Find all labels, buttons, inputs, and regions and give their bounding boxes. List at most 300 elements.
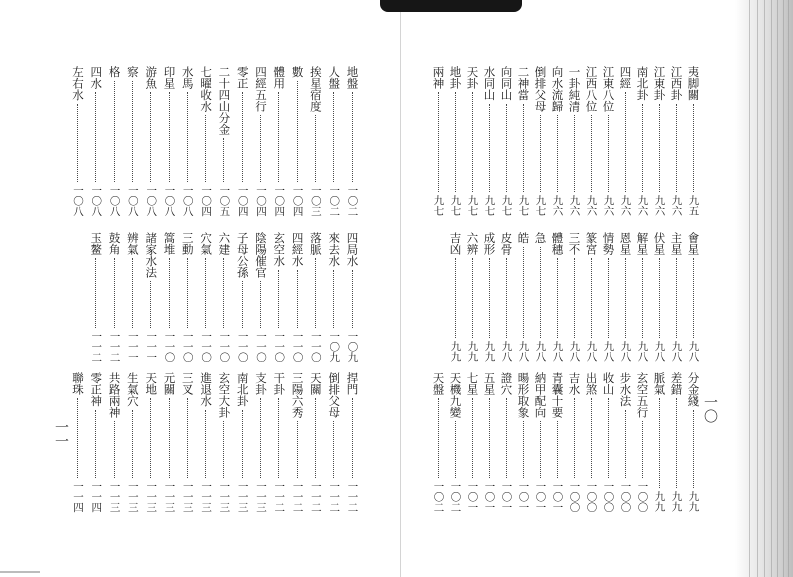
toc-entry-page: 九七 <box>466 195 479 216</box>
toc-entry-page: 一〇四 <box>236 184 249 216</box>
toc-entry <box>89 372 104 512</box>
toc-dot-leader <box>333 421 335 478</box>
toc-entry-page: 九八 <box>534 341 547 362</box>
toc-dot-leader <box>591 398 593 478</box>
toc-entry <box>584 372 599 512</box>
toc-entry <box>308 232 323 362</box>
toc-entry-page: 九六 <box>619 195 632 216</box>
toc-entry <box>162 372 177 512</box>
toc-entry-title: 穴氣 <box>199 232 214 255</box>
toc-entry-page: 一一三 <box>218 480 231 512</box>
toc-entry-page: 九八 <box>653 341 666 362</box>
toc-entry <box>89 66 104 216</box>
toc-entry-title: 察 <box>125 66 140 78</box>
toc-entry-title: 皮骨 <box>499 232 514 255</box>
toc-entry-page: 九七 <box>449 195 462 216</box>
toc-entry-page: 九八 <box>602 341 615 362</box>
toc-entry-title: 證穴 <box>499 372 514 395</box>
toc-entry-title: 二十四山分金 <box>217 66 232 135</box>
toc-entry-page: 一一三 <box>181 480 194 512</box>
toc-entry-title: 天關 <box>308 372 323 395</box>
toc-dot-leader <box>132 81 134 182</box>
toc-entry <box>635 66 650 216</box>
toc-dot-leader <box>659 398 661 488</box>
book-page-edge <box>735 0 793 577</box>
toc-dot-leader <box>455 421 457 478</box>
toc-entry-title: 三叉 <box>180 372 195 395</box>
toc-entry-title: 支卦 <box>254 372 268 395</box>
contents-tier <box>48 66 361 216</box>
toc-entry-page: 九八 <box>517 341 530 362</box>
toc-entry <box>199 66 214 216</box>
toc-dot-leader <box>114 81 116 182</box>
toc-entry-page: 一〇三 <box>309 184 322 216</box>
toc-entry-page: 一〇八 <box>72 184 84 216</box>
toc-dot-leader <box>114 258 116 328</box>
toc-entry-title: 四局水 <box>345 232 360 267</box>
toc-entry-page: 一〇八 <box>181 184 194 216</box>
toc-entry-title: 主星 <box>669 232 684 255</box>
toc-entry-page: 一〇四 <box>291 184 304 216</box>
toc-dot-leader <box>540 247 542 339</box>
toc-entry <box>254 372 269 512</box>
toc-entry <box>308 66 323 216</box>
toc-entry-title: 捍門 <box>345 372 360 395</box>
toc-dot-leader <box>676 258 678 338</box>
toc-dot-leader <box>472 258 474 338</box>
contents-tier <box>66 232 361 362</box>
toc-entry-title: 急 <box>533 232 548 244</box>
toc-entry-page: 九八 <box>585 341 598 362</box>
toc-entry <box>516 232 531 362</box>
toc-dot-leader <box>438 398 440 478</box>
toc-dot-leader <box>591 258 593 338</box>
toc-entry <box>107 66 122 216</box>
toc-entry-title: 人盤 <box>327 66 342 89</box>
toc-entry <box>618 232 633 362</box>
toc-dot-leader <box>352 92 354 182</box>
toc-dot-leader <box>77 398 79 478</box>
toc-entry-title: 成形 <box>482 232 497 255</box>
toc-entry-title: 數 <box>290 66 305 78</box>
toc-entry <box>107 372 122 512</box>
contents-tier <box>410 66 702 216</box>
toc-entry-page: 九六 <box>653 195 666 216</box>
contents-tier <box>410 372 702 512</box>
toc-entry <box>482 232 497 362</box>
toc-dot-leader <box>352 398 354 478</box>
toc-entry-page: 一一三 <box>163 480 176 512</box>
toc-entry-title: 江西卦 <box>669 66 684 101</box>
toc-entry-title: 倒排父母 <box>327 372 342 418</box>
toc-entry <box>635 372 650 512</box>
toc-dot-leader <box>315 115 317 182</box>
toc-dot-leader <box>297 81 299 182</box>
toc-entry <box>199 372 214 512</box>
toc-entry-title: 進退水 <box>199 372 214 407</box>
toc-entry-title: 三動 <box>180 232 195 255</box>
toc-entry <box>533 66 548 216</box>
toc-dot-leader <box>169 258 171 328</box>
toc-entry <box>482 372 497 512</box>
toc-dot-leader <box>333 92 335 182</box>
toc-entry-title: 二神當 <box>516 66 531 101</box>
toc-entry-page: 一一〇 <box>200 330 213 362</box>
toc-entry-title: 倒排父母 <box>533 66 548 112</box>
toc-dot-leader <box>489 104 491 193</box>
toc-entry-page: 一〇八 <box>145 184 158 216</box>
toc-entry <box>550 66 565 216</box>
toc-entry <box>584 232 599 362</box>
toc-entry-page: 九六 <box>670 195 683 216</box>
toc-entry-title: 水馬 <box>180 66 195 89</box>
toc-entry-title: 脈氣 <box>652 372 667 395</box>
toc-entry <box>533 232 548 362</box>
toc-entry <box>125 372 140 512</box>
toc-entry <box>465 372 480 512</box>
toc-dot-leader <box>95 92 97 182</box>
toc-entry <box>669 66 684 216</box>
toc-dot-leader <box>540 421 542 478</box>
toc-entry-page: 九九 <box>483 341 496 362</box>
toc-entry-page: 一〇八 <box>163 184 176 216</box>
toc-entry <box>601 232 616 362</box>
toc-dot-leader <box>187 92 189 182</box>
toc-entry <box>601 372 616 512</box>
toc-entry-page: 一一〇 <box>255 330 267 362</box>
toc-entry-page: 一一〇 <box>273 330 286 362</box>
toc-entry-title: 六建 <box>217 232 232 255</box>
toc-entry-page: 九六 <box>551 195 564 216</box>
toc-entry-title: 七星 <box>465 372 480 395</box>
toc-entry-title: 恩星 <box>618 232 633 255</box>
toc-entry-title: 篆宮 <box>584 232 599 255</box>
toc-entry <box>567 66 582 216</box>
toc-dot-leader <box>557 115 559 192</box>
toc-entry <box>618 372 633 512</box>
toc-dot-leader <box>150 281 152 328</box>
toc-dot-leader <box>642 421 644 478</box>
toc-entry <box>272 232 287 362</box>
toc-dot-leader <box>242 92 244 182</box>
toc-dot-leader <box>574 258 576 338</box>
toc-entry-title: 四經水 <box>290 232 305 267</box>
toc-entry <box>254 232 269 362</box>
toc-dot-leader <box>223 421 225 478</box>
toc-dot-leader <box>574 115 576 192</box>
toc-dot-leader <box>205 115 207 182</box>
toc-entry-title: 玉鳌 <box>89 232 104 255</box>
toc-dot-leader <box>591 115 593 192</box>
toc-dot-leader <box>506 258 508 338</box>
toc-dot-leader <box>95 258 97 328</box>
toc-entry-page: 一一二 <box>90 330 103 362</box>
toc-entry-title: 六辨 <box>465 232 480 255</box>
toc-entry-title: 七曜收水 <box>199 66 214 112</box>
toc-entry-page: 九六 <box>636 195 649 216</box>
toc-dot-leader <box>557 258 559 338</box>
toc-entry-page: 九七 <box>432 195 445 216</box>
toc-dot-leader <box>455 258 457 338</box>
toc-entry <box>217 66 232 216</box>
toc-entry-page: 一〇二 <box>328 184 341 216</box>
toc-entry <box>180 66 195 216</box>
toc-entry <box>465 232 480 362</box>
toc-dot-leader <box>132 258 134 328</box>
toc-entry <box>499 372 514 512</box>
toc-entry <box>652 232 667 362</box>
toc-dot-leader <box>642 258 644 338</box>
toc-entry-title: 天盤 <box>431 372 446 395</box>
toc-entry-title: 陰陽催官 <box>254 232 268 278</box>
toc-entry <box>345 66 360 216</box>
toc-dot-leader <box>693 104 695 193</box>
toc-entry <box>652 372 667 512</box>
toc-dot-leader <box>223 258 225 328</box>
toc-dot-leader <box>187 258 189 328</box>
toc-entry-page: 九八 <box>619 341 632 362</box>
toc-entry-page: 一〇〇 <box>602 480 615 512</box>
toc-entry <box>327 372 342 512</box>
toc-dot-leader <box>132 410 134 478</box>
toc-entry-page: 一一三 <box>145 480 158 512</box>
toc-entry-page: 一〇〇 <box>585 480 598 512</box>
toc-dot-leader <box>489 258 491 338</box>
toc-dot-leader <box>352 270 354 328</box>
toc-entry-title: 生氣穴 <box>125 372 140 407</box>
toc-entry-title: 三陽六秀 <box>290 372 305 418</box>
toc-entry <box>235 232 250 362</box>
toc-dot-leader <box>260 281 262 328</box>
toc-entry-title: 吉凶 <box>448 232 463 255</box>
toc-entry <box>652 66 667 216</box>
toc-entry-page: 一〇一 <box>534 480 547 512</box>
toc-entry-page: 九八 <box>687 341 700 362</box>
toc-entry-page: 一一〇 <box>181 330 194 362</box>
toc-entry-page: 一一〇 <box>291 330 304 362</box>
toc-entry-page: 一一〇 <box>218 330 231 362</box>
toc-entry <box>448 372 463 512</box>
toc-entry-page: 一〇二 <box>432 480 445 512</box>
toc-entry-title: 干卦 <box>272 372 287 395</box>
toc-entry-page: 一〇二 <box>346 184 359 216</box>
toc-dot-leader <box>223 138 225 182</box>
toc-entry-page: 一一二 <box>309 480 322 512</box>
toc-entry <box>516 66 531 216</box>
toc-dot-leader <box>523 247 525 339</box>
toc-dot-leader <box>297 421 299 478</box>
toc-entry-page: 九八 <box>670 341 683 362</box>
toc-entry <box>686 372 701 512</box>
page-number-left: 一一 <box>53 420 69 448</box>
toc-entry-page: 九五 <box>687 195 700 216</box>
toc-entry-title: 差錯 <box>669 372 684 395</box>
toc-entry-page: 一〇一 <box>517 480 530 512</box>
toc-entry-title: 一卦純清 <box>567 66 582 112</box>
toc-entry-title: 夷脚關 <box>686 66 701 101</box>
toc-entry-page: 一〇四 <box>200 184 213 216</box>
contents-tier <box>427 232 702 362</box>
toc-entry <box>635 232 650 362</box>
toc-entry-title: 共路兩神 <box>107 372 122 418</box>
toc-entry-title: 五星 <box>482 372 497 395</box>
toc-dot-leader <box>114 421 116 478</box>
toc-entry-page: 一〇一 <box>483 480 496 512</box>
toc-dot-leader <box>642 104 644 193</box>
toc-dot-leader <box>676 104 678 193</box>
toc-entry-title: 會星 <box>686 232 701 255</box>
toc-entry <box>162 232 177 362</box>
toc-entry-page: 九八 <box>551 341 564 362</box>
toc-dot-leader <box>455 92 457 192</box>
toc-entry-page: 一一二 <box>291 480 304 512</box>
page-number-right: 一〇 <box>702 395 718 423</box>
toc-dot-leader <box>540 115 542 192</box>
toc-entry <box>125 66 140 216</box>
toc-entry <box>431 372 446 512</box>
toc-entry-title: 諸家水法 <box>144 232 159 278</box>
toc-dot-leader <box>574 398 576 478</box>
toc-entry <box>533 372 548 512</box>
toc-entry-title: 四經 <box>618 66 633 89</box>
toc-entry-page: 九七 <box>500 195 513 216</box>
page-gutter <box>400 0 401 577</box>
toc-dot-leader <box>260 398 262 478</box>
toc-entry <box>499 66 514 216</box>
toc-dot-leader <box>557 421 559 478</box>
toc-entry <box>107 232 122 362</box>
toc-dot-leader <box>333 270 335 328</box>
toc-entry-title: 青囊十要 <box>550 372 565 418</box>
toc-entry-page: 九七 <box>534 195 547 216</box>
toc-entry <box>290 372 305 512</box>
toc-entry-page: 一一四 <box>90 480 103 512</box>
toc-entry-page: 一一二 <box>328 480 341 512</box>
toc-dot-leader <box>278 92 280 182</box>
toc-dot-leader <box>608 115 610 192</box>
toc-entry-title: 兩神 <box>431 66 446 89</box>
toc-entry-page: 九八 <box>500 341 513 362</box>
toc-entry-page: 九六 <box>585 195 598 216</box>
toc-dot-leader <box>693 258 695 338</box>
toc-entry-title: 體用 <box>272 66 287 89</box>
toc-dot-leader <box>438 92 440 192</box>
toc-entry-page: 九八 <box>636 341 649 362</box>
toc-dot-leader <box>625 258 627 338</box>
toc-entry-page: 一一一 <box>126 330 139 362</box>
toc-dot-leader <box>169 398 171 478</box>
toc-dot-leader <box>242 281 244 328</box>
toc-dot-leader <box>472 92 474 192</box>
toc-entry <box>180 372 195 512</box>
toc-entry-page: 九九 <box>653 491 666 512</box>
toc-entry-title: 左右水 <box>71 66 85 101</box>
toc-entry-page: 一〇二 <box>449 480 462 512</box>
toc-entry-page: 一一四 <box>72 480 84 512</box>
toc-entry-title: 向水流歸 <box>550 66 565 112</box>
toc-entry-title: 皓 <box>516 232 531 244</box>
toc-dot-leader <box>278 398 280 478</box>
toc-entry-title: 辨氣 <box>125 232 140 255</box>
toc-entry-title: 解星 <box>635 232 650 255</box>
toc-entry-page: 一〇五 <box>218 184 231 216</box>
toc-entry-title: 江西八位 <box>584 66 599 112</box>
toc-entry-page: 一〇一 <box>466 480 479 512</box>
toc-entry <box>290 232 305 362</box>
toc-dot-leader <box>315 398 317 478</box>
page-corner-mark <box>0 571 40 573</box>
toc-entry-page: 一〇四 <box>273 184 286 216</box>
toc-entry <box>601 66 616 216</box>
toc-dot-leader <box>523 421 525 478</box>
toc-entry-page: 一一一 <box>145 330 158 362</box>
toc-entry-title: 玄空大卦 <box>217 372 232 418</box>
toc-dot-leader <box>187 398 189 478</box>
toc-entry <box>550 232 565 362</box>
toc-entry <box>618 66 633 216</box>
toc-entry-page: 九六 <box>568 195 581 216</box>
toc-entry-title: 四水 <box>89 66 104 89</box>
toc-dot-leader <box>489 398 491 478</box>
toc-entry-title: 天機九變 <box>448 372 463 418</box>
toc-entry <box>162 66 177 216</box>
toc-entry-page: 一〇四 <box>255 184 267 216</box>
toc-entry-title: 暘形取象 <box>516 372 531 418</box>
toc-entry-page: 一一〇 <box>236 330 249 362</box>
toc-dot-leader <box>693 410 695 489</box>
toc-entry-page: 九八 <box>568 341 581 362</box>
toc-entry <box>272 66 287 216</box>
toc-entry-page: 一一二 <box>273 480 286 512</box>
toc-entry-page: 九九 <box>466 341 479 362</box>
toc-entry-title: 印星 <box>162 66 177 89</box>
binding-tab <box>380 0 522 12</box>
toc-entry-page: 一一三 <box>236 480 249 512</box>
toc-entry-title: 地卦 <box>448 66 463 89</box>
toc-entry-title: 地盤 <box>345 66 360 89</box>
toc-entry-page: 九六 <box>602 195 615 216</box>
toc-entry-title: 天地 <box>144 372 159 395</box>
toc-entry-page: 一〇〇 <box>619 480 632 512</box>
toc-entry-page: 一一三 <box>255 480 267 512</box>
toc-dot-leader <box>297 270 299 328</box>
toc-entry-title: 四經五行 <box>254 66 268 112</box>
toc-dot-leader <box>77 104 79 182</box>
toc-entry <box>327 66 342 216</box>
toc-entry <box>499 232 514 362</box>
toc-entry-title: 格 <box>107 66 122 78</box>
toc-entry-title: 江東卦 <box>652 66 667 101</box>
toc-entry-title: 情勢 <box>601 232 616 255</box>
toc-entry-title: 南北卦 <box>635 66 650 101</box>
toc-entry <box>327 232 342 362</box>
toc-dot-leader <box>315 258 317 328</box>
toc-dot-leader <box>278 270 280 328</box>
toc-entry <box>431 66 446 216</box>
toc-entry-page: 九九 <box>687 491 700 512</box>
toc-entry-title: 玄空五行 <box>635 372 650 418</box>
toc-entry <box>567 372 582 512</box>
toc-entry-page: 一〇〇 <box>568 480 581 512</box>
toc-entry-page: 一〇九 <box>328 330 341 362</box>
toc-entry-title: 篙堆 <box>162 232 177 255</box>
toc-entry <box>272 372 287 512</box>
toc-entry-title: 零正 <box>235 66 250 89</box>
toc-entry <box>669 372 684 512</box>
toc-dot-leader <box>260 115 262 182</box>
toc-entry-title: 吉水 <box>567 372 582 395</box>
toc-dot-leader <box>150 398 152 478</box>
